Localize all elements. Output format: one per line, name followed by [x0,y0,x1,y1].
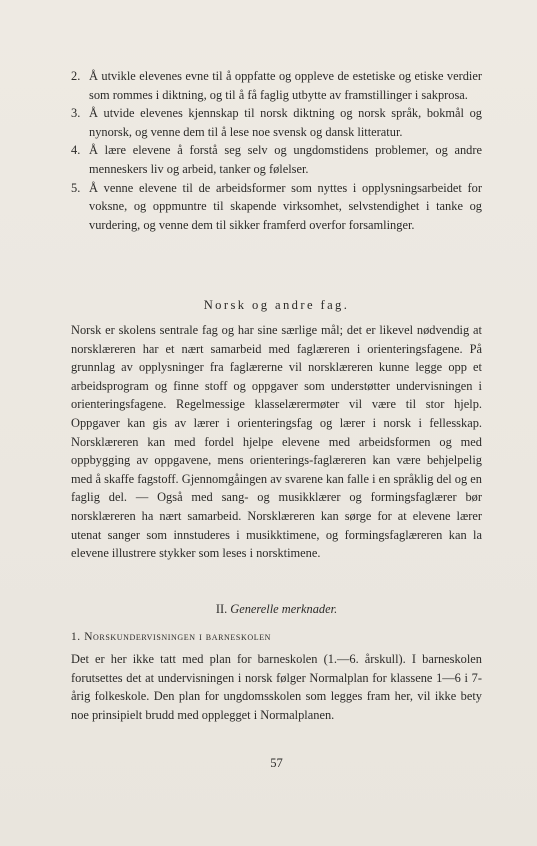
subsection-heading [71,628,482,646]
list-item-number: 2. [71,69,81,83]
list-item [71,67,482,104]
objectives-list [71,67,482,234]
list-item [71,104,482,141]
body-paragraph [71,650,482,724]
section-heading: Norsk og andre fag. [203,298,350,312]
chapter-title: Generelle merknader. [230,602,338,616]
list-item-text: Å lære elevene å forstå seg selv og ungdomstidens problemer, og andre menneskers liv og arbeid, tanker og følelser. [89,143,482,176]
list-item-text: Å utvikle elevenes evne til å oppfatte og oppleve de estetiske og etiske verdier som rommes i diktning, og til å få faglig utbytte av framstillinger i sakprosa. [89,69,482,102]
subsection-title: Norskundervisningen i barneskolen [84,631,272,643]
chapter-numeral: II. [215,602,228,616]
page-number: 57 [270,756,283,770]
chapter-heading [71,600,482,618]
paragraph-text: Norsk er skolens sentrale fag og har sine særlige mål; det er likevel nødvendig at norsklæreren har et nært samarbeid med faglæreren i orienteringsfagene. På grunnlag av opplysninger fra faglærerne vil norsklæreren kunne legge opp et arbeidsprogram og finne stoff og oppgaver som understøtter undervisningen i orienteringsfagene. Regelmessige klasselærermøter vil være til stor hjelp. Oppgaver kan gis av lærer i orienteringsfag og lærer i norsk i fellesskap. Norsklæreren kan med fordel hjelpe elevene med arbeidsformen og med oppbygging av oppgavene, mens orienterings-faglæreren kan være behjelpelig med å skaffe fagstoff. Gjennomgåingen av svarene kan falle i en språklig del og en faglig del. — Også med sang- og musikklærer og formingsfaglærer bør norsklæreren ha nært samarbeid. Norsklæreren kan sørge for at elevene lærer utenat sanger som innstuderes i musikktimene, og formingsfaglæreren kan la elevene illustrere stykker som leses i norsktimene. [71,323,482,561]
list-item-number: 4. [71,143,81,158]
list-item [71,141,482,178]
list-item-number: 3. [71,106,81,121]
subsection-number: 1. [71,631,81,643]
paragraph-text: Det er her ikke tatt med plan for barneskolen (1.—6. årskull). I barneskolen forutsettes det at undervisningen i norsk følger Normalplan for klassene 1—6 i 7-årig folkeskole. Den plan for ungdomsskolen som legges fram her, vil ikke bety noe prinsipielt brudd med opplegget i Normalplanen. [71,652,482,722]
body-paragraph [71,321,482,563]
list-item [71,179,482,235]
list-item-text: Å utvide elevenes kjennskap til norsk diktning og norsk språk, bokmål og nynorsk, og venne dem til å lese noe svensk og dansk litteratur. [89,106,482,139]
list-item-number: 5. [71,180,81,195]
list-item-text: Å venne elevene til de arbeidsformer som nyttes i opplysningsarbeidet for voksne, og oppmuntre til skapende virksomhet, selvstendighet i tanke og vurdering, og venne dem til sikker framferd overfor forsamlinger. [89,180,482,232]
